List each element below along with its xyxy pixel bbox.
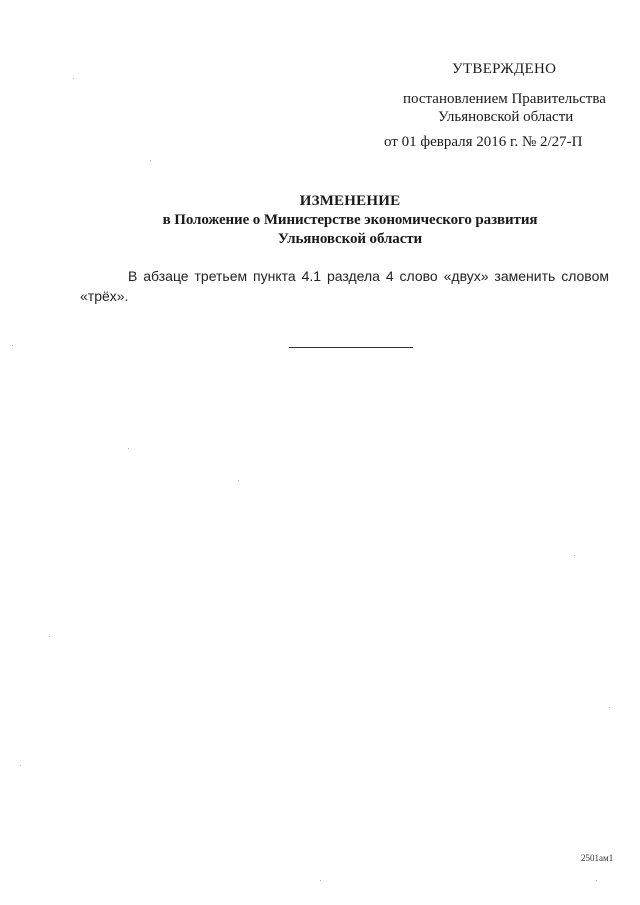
scan-speck [128, 448, 129, 449]
scan-speck [73, 78, 74, 79]
body-line-2: «трёх». [80, 288, 129, 304]
decree-line-2: Ульяновской области [438, 109, 574, 125]
body-paragraph [80, 266, 609, 306]
decree-date-number: от 01 февраля 2016 г. № 2/27-П [384, 134, 583, 150]
title-line-3: Ульяновской области [277, 231, 423, 247]
scan-speck [20, 765, 21, 766]
scan-speck [49, 636, 50, 637]
document-title [100, 192, 600, 249]
title-line-2: в Положение о Министерстве экономического развития [162, 212, 538, 228]
body-line-1: В абзаце третьем пункта 4.1 раздела 4 слово «двух» заменить словом [128, 268, 609, 284]
scan-speck [596, 880, 597, 881]
title-line-1: ИЗМЕНЕНИЕ [299, 193, 401, 209]
scan-speck [150, 160, 151, 161]
scan-speck [12, 345, 13, 346]
scan-speck [574, 555, 575, 556]
document-code: 2501ам1 [581, 853, 614, 863]
scan-speck [320, 880, 321, 881]
separator-line [289, 347, 413, 348]
scan-speck [238, 480, 239, 481]
decree-line-1: постановлением Правительства [403, 91, 606, 107]
approved-label: УТВЕРЖДЕНО [452, 61, 557, 77]
scan-speck [609, 707, 610, 708]
